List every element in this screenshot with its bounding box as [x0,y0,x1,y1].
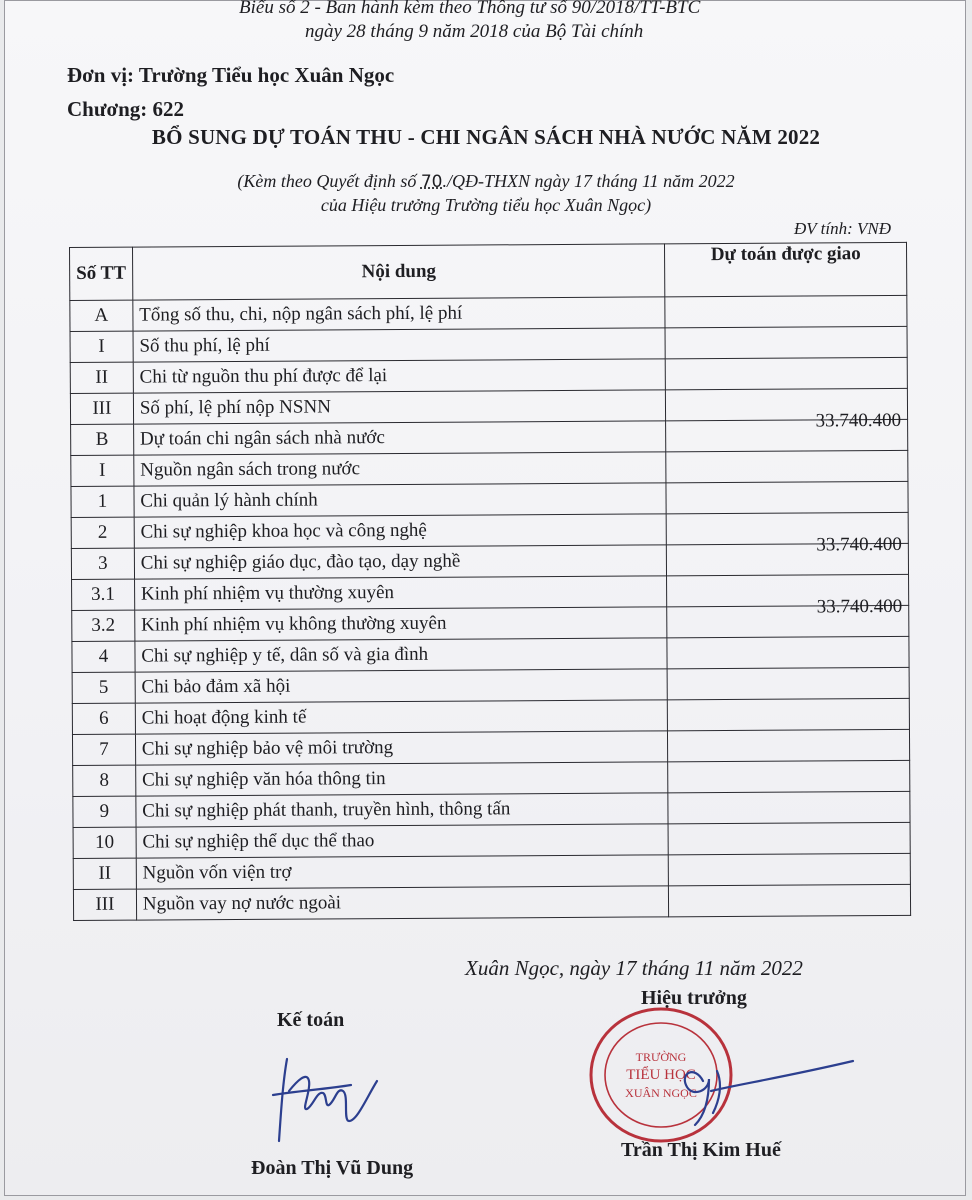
row-amount [667,636,909,668]
row-number: II [73,858,136,889]
row-amount [668,791,910,823]
decision-number: 70 [420,172,443,192]
place-date: Xuân Ngọc, ngày 17 tháng 11 năm 2022 [465,956,803,980]
row-number: III [73,889,136,920]
row-content: Kinh phí nhiệm vụ không thường xuyên [135,607,668,641]
stamp-line-3: XUÂN NGỌC [625,1086,697,1100]
row-content: Số thu phí, lệ phí [133,328,666,362]
amount-value: 33.740.400 [815,409,902,432]
row-amount [668,667,910,699]
decision-suffix: ./QĐ-THXN ngày 17 tháng 11 năm 2022 [442,171,735,191]
accountant-name: Đoàn Thị Vũ Dung [251,1157,414,1179]
row-amount [669,853,911,885]
table-row [70,357,907,393]
principal-name: Trần Thị Kim Huế [621,1139,781,1161]
table-row [73,853,910,889]
row-number: 6 [72,703,135,734]
header-amount: Dự toán được giao [665,242,907,296]
table-row [71,543,908,579]
row-amount [668,729,910,761]
table-row [70,388,907,424]
row-number: 10 [73,827,136,858]
header-stt: Số TT [70,247,133,300]
principal-title: Hiệu trưởng [641,987,747,1009]
row-number: A [70,300,133,331]
document-title: BỔ SUNG DỰ TOÁN THU - CHI NGÂN SÁCH NHÀ NƯỚC NĂM 2022 [151,125,821,149]
row-number: 4 [72,641,135,672]
row-amount [669,884,911,916]
table-row [73,822,910,858]
row-content: Chi hoạt động kinh tế [135,700,668,734]
row-content: Kinh phí nhiệm vụ thường xuyên [134,576,667,610]
table-row [72,574,909,610]
row-content: Chi sự nghiệp giáo dục, đào tạo, dạy nghề [134,545,667,579]
table-row [72,636,909,672]
chapter-code: Chương: 622 [67,97,184,121]
row-amount [667,595,909,637]
row-content: Chi sự nghiệp thể dục thể thao [136,824,669,858]
row-number: II [70,362,133,393]
row-number: III [70,393,133,424]
decision-issuer: của Hiệu trưởng Trường tiểu học Xuân Ngọc) [320,195,652,215]
amount-value: 33.740.400 [816,533,902,556]
row-number: 8 [73,765,136,796]
decision-reference [5,171,967,192]
row-content: Chi sự nghiệp khoa học và công nghệ [134,514,667,548]
row-amount [666,481,908,513]
principal-signature [665,1051,865,1131]
row-number: 9 [73,796,136,827]
row-number: 3.1 [72,579,135,610]
table-row [70,326,907,362]
table-row [71,450,908,486]
table-row [70,295,907,331]
unit-name: Đơn vị: Trường Tiểu học Xuân Ngọc [67,63,395,87]
row-amount [666,450,908,482]
row-number: I [70,331,133,362]
accountant-title: Kế toán [277,1009,345,1031]
amount-value: 33.740.400 [816,595,903,618]
table-row [71,481,908,517]
row-content: Tổng số thu, chi, nộp ngân sách phí, lệ phí [133,297,666,331]
row-content: Chi sự nghiệp bảo vệ môi trường [135,731,668,765]
row-amount [668,822,910,854]
row-content: Chi quản lý hành chính [134,483,667,517]
decision-prefix: (Kèm theo Quyết định số [237,171,417,191]
row-number: 3 [71,548,134,579]
row-content: Chi từ nguồn thu phí được để lại [133,359,666,393]
table-row [72,729,909,765]
row-content: Chi sự nghiệp văn hóa thông tin [135,762,668,796]
row-amount [667,533,909,575]
row-amount [666,409,908,451]
header-note-line2: ngày 28 tháng 9 năm 2018 của Bộ Tài chính [305,21,644,42]
table-row [71,419,908,455]
row-number: 2 [71,517,134,548]
row-content: Nguồn vốn viện trợ [136,855,669,889]
table-row [72,667,909,703]
row-number: 1 [71,486,134,517]
row-content: Dự toán chi ngân sách nhà nước [133,421,666,455]
table-row [72,605,909,641]
row-content: Chi bảo đảm xã hội [135,669,668,703]
row-content: Chi sự nghiệp y tế, dân số và gia đình [135,638,668,672]
row-number: 3.2 [72,610,135,641]
row-number: B [71,424,134,455]
row-number: 5 [72,672,135,703]
row-amount [665,326,907,358]
stamp-line-2: TIỂU HỌC [626,1067,696,1083]
stamp-line-1: TRƯỜNG [635,1050,687,1064]
currency-unit-note: ĐV tính: VNĐ [794,219,891,238]
table-row [73,884,910,920]
document-page [4,0,966,1196]
table-row [72,698,909,734]
table-row [73,791,910,827]
table-body [70,295,911,920]
row-content: Số phí, lệ phí nộp NSNN [133,390,666,424]
row-amount [668,698,910,730]
table-row [71,512,908,548]
row-number: I [71,455,134,486]
header-note-line1: Biểu số 2 - Ban hành kèm theo Thông tư số 90/2018/TT-BTC [239,0,701,18]
row-content: Chi sự nghiệp phát thanh, truyền hình, thông tấn [136,793,669,827]
header-content: Nội dung [132,244,665,300]
row-amount [668,760,910,792]
row-content: Nguồn ngân sách trong nước [134,452,667,486]
row-amount [665,295,907,327]
table-header-row [70,242,907,300]
row-number: 7 [72,734,135,765]
row-amount [666,357,908,389]
table-row [73,760,910,796]
budget-table [69,242,911,921]
row-content: Nguồn vay nợ nước ngoài [136,886,669,920]
accountant-signature [267,1051,397,1151]
